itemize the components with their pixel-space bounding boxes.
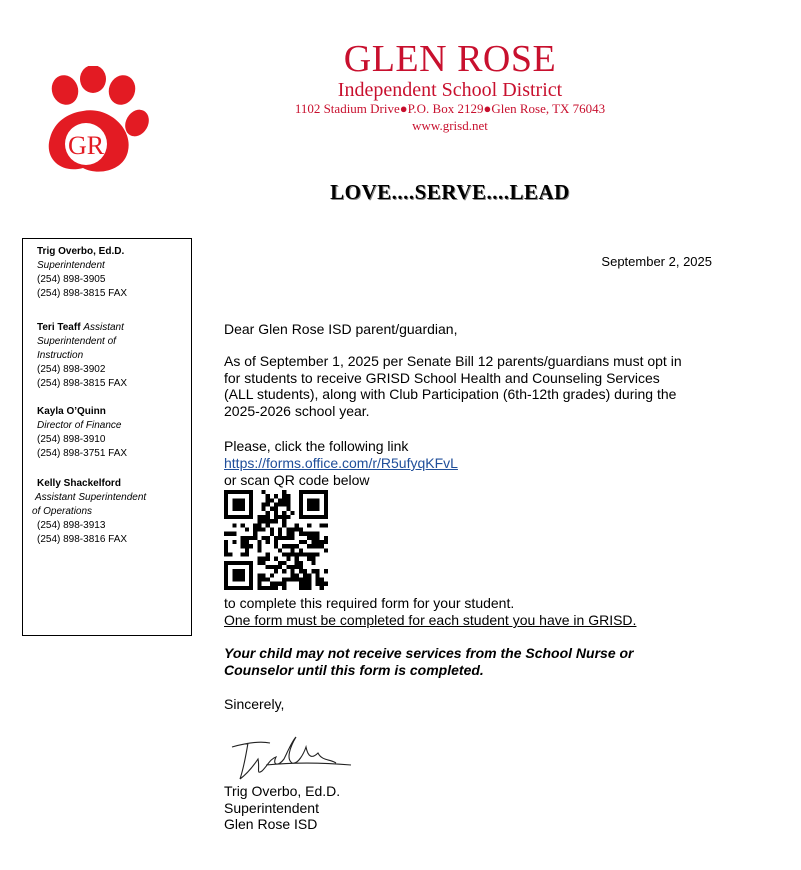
complete-instruction: to complete this required form for your student. [224, 595, 515, 611]
staff-sidebar [22, 238, 192, 636]
warning-line: Counselor until this form is completed. [224, 661, 484, 678]
signer-org: Glen Rose ISD [224, 816, 318, 832]
services-warning [224, 645, 724, 678]
district-website[interactable]: www.grisd.net [412, 118, 488, 133]
staff-phone: (254) 898-3913 [37, 520, 106, 531]
staff-entry [37, 245, 127, 301]
signature-image [226, 729, 356, 784]
paragraph-senate-bill [224, 353, 724, 419]
staff-title: Superintendent of [37, 336, 116, 347]
scan-instruction: or scan QR code below [224, 472, 370, 488]
signer-title: Superintendent [224, 799, 319, 816]
paw-print-logo [38, 66, 150, 178]
paragraph-line: As of September 1, 2025 per Senate Bill 12 parents/guardians must opt in [224, 353, 682, 369]
staff-title: Superintendent [37, 260, 105, 271]
staff-fax: (254) 898-3815 FAX [37, 378, 128, 389]
paragraph-line: (ALL students), along with Club Participation (6th-12th grades) during the [224, 386, 677, 402]
staff-phone: (254) 898-3902 [37, 364, 106, 375]
district-address: 1102 Stadium Drive●P.O. Box 2129●Glen Rose, TX 76043 [294, 101, 606, 116]
staff-fax: (254) 898-3751 FAX [37, 448, 128, 459]
logo-letters: GR [67, 131, 105, 160]
staff-title: Director of Finance [37, 420, 122, 431]
staff-name: Teri Teaff [37, 322, 81, 333]
letter-date: September 2, 2025 [601, 254, 712, 269]
staff-phone: (254) 898-3905 [37, 274, 106, 285]
staff-name: Kayla O’Quinn [37, 406, 106, 417]
closing: Sincerely, [224, 696, 285, 712]
click-instruction: Please, click the following link [224, 438, 409, 454]
one-form-notice: One form must be completed for each student you have in GRISD. [224, 612, 637, 628]
staff-name: Trig Overbo, Ed.D. [37, 246, 125, 257]
staff-title: of Operations [32, 506, 93, 517]
signer-name: Trig Overbo, Ed.D. [224, 783, 341, 799]
district-subtitle: Independent School District [337, 79, 563, 101]
staff-title: Instruction [37, 350, 84, 361]
staff-phone: (254) 898-3910 [37, 434, 106, 445]
district-title: GLEN ROSE [343, 38, 557, 80]
staff-title: Assistant [83, 322, 124, 333]
paragraph-line: for students to receive GRISD School Health and Counseling Services [224, 369, 660, 386]
paragraph-line: 2025-2026 school year. [224, 402, 370, 419]
staff-entry [32, 477, 147, 547]
staff-name: Kelly Shackelford [37, 478, 121, 489]
salutation: Dear Glen Rose ISD parent/guardian, [224, 321, 458, 337]
staff-entry [37, 405, 127, 461]
warning-line: Your child may not receive services from the School Nurse or [224, 645, 634, 661]
staff-entry [37, 321, 127, 391]
motto: LOVE....SERVE....LEAD [330, 180, 570, 204]
staff-fax: (254) 898-3815 FAX [37, 288, 128, 299]
qr-code[interactable] [224, 490, 328, 590]
staff-fax: (254) 898-3816 FAX [37, 534, 128, 545]
signature-block [224, 783, 724, 833]
form-link[interactable]: https://forms.office.com/r/R5ufyqKFvL [224, 455, 458, 471]
staff-title: Assistant Superintendent [35, 492, 147, 503]
